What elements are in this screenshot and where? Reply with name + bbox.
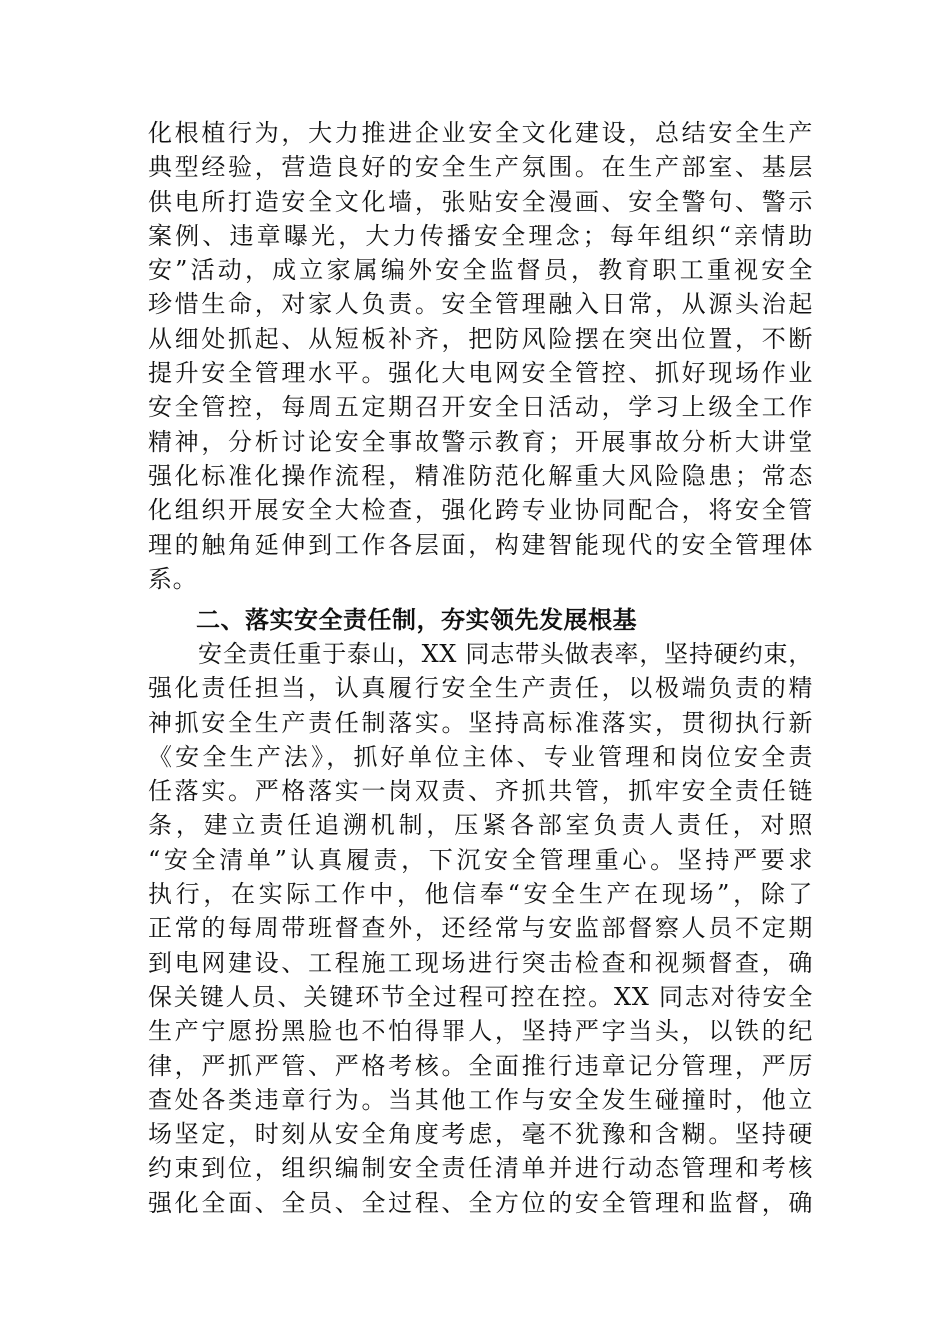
- text-line: 执行，在实际工作中，他信奉“安全生产在现场”，除了: [148, 880, 813, 909]
- text-line: 任落实。严格落实一岗双责、齐抓共管，抓牢安全责任链: [148, 777, 813, 806]
- paragraph-safety-responsibility: [148, 637, 813, 1220]
- text-line: 化组织开展安全大检查，强化跨专业协同配合，将安全管: [148, 496, 813, 525]
- text-line: 场坚定，时刻从安全角度考虑，毫不犹豫和含糊。坚持硬: [148, 1120, 813, 1149]
- section-heading: 二、落实安全责任制，夯实领先发展根基: [196, 606, 637, 634]
- text-line: 到电网建设、工程施工现场进行突击检查和视频督查，确: [148, 948, 813, 977]
- text-line: 系。: [148, 564, 198, 593]
- paragraph-safety-culture: [148, 116, 813, 596]
- text-line: 理的触角延伸到工作各层面，构建智能现代的安全管理体: [148, 530, 813, 559]
- text-line: 查处各类违章行为。当其他工作与安全发生碰撞时，他立: [148, 1085, 813, 1114]
- text-line: 安”活动，成立家属编外安全监督员，教育职工重视安全: [148, 256, 813, 285]
- text-line: 强化标准化操作流程，精准防范化解重大风险隐患；常态: [148, 461, 813, 490]
- text-line: 条，建立责任追溯机制，压紧各部室负责人责任，对照: [148, 811, 813, 840]
- text-line: 从细处抓起、从短板补齐，把防风险摆在突出位置，不断: [148, 324, 813, 353]
- text-line: 强化责任担当，认真履行安全生产责任，以极端负责的精: [148, 674, 813, 703]
- text-line: 供电所打造安全文化墙，张贴安全漫画、安全警句、警示: [148, 187, 813, 216]
- text-line: 强化全面、全员、全过程、全方位的安全管理和监督，确: [148, 1188, 813, 1217]
- text-line: 正常的每周带班督查外，还经常与安监部督察人员不定期: [148, 914, 813, 943]
- text-line: “安全清单”认真履责，下沉安全管理重心。坚持严要求: [148, 845, 813, 874]
- text-line: 保关键人员、关键环节全过程可控在控。XX 同志对待安全: [148, 982, 813, 1011]
- text-line: 生产宁愿扮黑脸也不怕得罪人，坚持严字当头，以铁的纪: [148, 1017, 813, 1046]
- text-line: 提升安全管理水平。强化大电网安全管控、抓好现场作业: [148, 359, 813, 388]
- text-line: 典型经验，营造良好的安全生产氛围。在生产部室、基层: [148, 153, 813, 182]
- text-line: 珍惜生命，对家人负责。安全管理融入日常，从源头治起: [148, 290, 813, 319]
- text-line: 约束到位，组织编制安全责任清单并进行动态管理和考核: [148, 1154, 813, 1183]
- text-line: 神抓安全生产责任制落实。坚持高标准落实，贯彻执行新: [148, 708, 813, 737]
- text-line: 安全管控，每周五定期召开安全日活动，学习上级全工作: [148, 393, 813, 422]
- text-line: 化根植行为，大力推进企业安全文化建设，总结安全生产: [148, 119, 813, 147]
- text-line: 案例、违章曝光，大力传播安全理念；每年组织“亲情助: [148, 221, 813, 250]
- text-line: 《安全生产法》，抓好单位主体、专业管理和岗位安全责: [148, 742, 813, 771]
- text-line: 精神，分析讨论安全事故警示教育；开展事故分析大讲堂: [148, 427, 813, 456]
- text-line: 安全责任重于泰山，XX 同志带头做表率，坚持硬约束，: [198, 640, 813, 668]
- text-line: 律，严抓严管、严格考核。全面推行违章记分管理，严厉: [148, 1051, 813, 1080]
